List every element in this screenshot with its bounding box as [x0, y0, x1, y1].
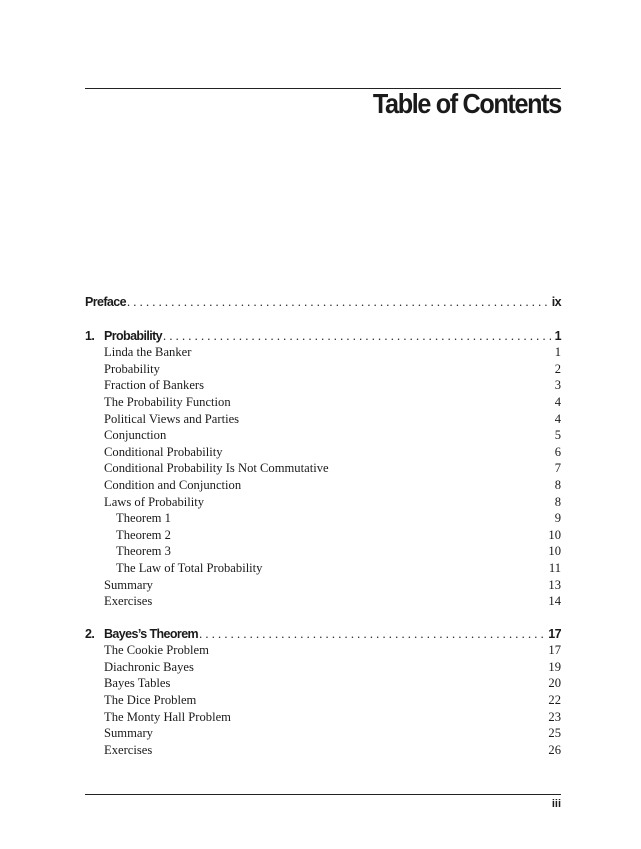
- toc-subsection[interactable]: [85, 543, 561, 560]
- section-label: Diachronic Bayes: [104, 659, 194, 674]
- subsection-label: Theorem 3: [116, 544, 171, 559]
- section-label: Conditional Probability Is Not Commutative: [104, 461, 329, 476]
- toc-subsection[interactable]: [85, 560, 561, 577]
- section-label: Laws of Probability: [104, 494, 205, 509]
- section-page: 5: [554, 428, 561, 443]
- toc-entry-preface[interactable]: [85, 294, 561, 311]
- subsection-page: 11: [548, 560, 561, 575]
- toc-section[interactable]: [85, 577, 561, 594]
- page-number: iii: [551, 798, 561, 810]
- toc-chapter-2[interactable]: [85, 626, 561, 643]
- dot-leader: [163, 328, 551, 345]
- section-label: The Cookie Problem: [104, 643, 209, 658]
- toc-section[interactable]: [85, 361, 561, 378]
- section-page: 1: [554, 345, 561, 360]
- section-page: 7: [554, 461, 561, 476]
- section-label: Fraction of Bankers: [104, 378, 205, 393]
- entry-page: ix: [551, 295, 561, 309]
- entry-label: Preface: [85, 295, 126, 309]
- toc-section[interactable]: [85, 593, 561, 610]
- chapter-number: 1.: [85, 328, 95, 343]
- section-page: 6: [554, 444, 561, 459]
- section-page: 17: [548, 643, 561, 658]
- toc-section[interactable]: [85, 377, 561, 394]
- toc-section[interactable]: [85, 709, 561, 726]
- section-label: Exercises: [104, 742, 153, 757]
- dot-leader: [127, 294, 548, 311]
- section-label: Exercises: [104, 594, 153, 609]
- table-of-contents: [85, 294, 561, 758]
- section-label: Conditional Probability: [104, 444, 223, 459]
- toc-section[interactable]: [85, 411, 561, 428]
- section-page: 19: [548, 659, 561, 674]
- subsection-label: The Law of Total Probability: [116, 560, 263, 575]
- section-label: Condition and Conjunction: [104, 477, 242, 492]
- section-label: Political Views and Parties: [104, 411, 240, 426]
- subsection-page: 9: [554, 511, 561, 526]
- toc-section[interactable]: [85, 742, 561, 759]
- toc-section[interactable]: [85, 642, 561, 659]
- section-label: The Probability Function: [104, 394, 231, 409]
- section-page: 20: [548, 676, 561, 691]
- section-label: Bayes Tables: [104, 676, 171, 691]
- section-page: 25: [548, 726, 561, 741]
- chapter-page: 17: [548, 626, 561, 641]
- toc-subsection[interactable]: [85, 510, 561, 527]
- toc-section[interactable]: [85, 444, 561, 461]
- section-page: 22: [548, 693, 561, 708]
- section-page: 23: [548, 709, 561, 724]
- subsection-page: 10: [548, 527, 561, 542]
- toc-section[interactable]: [85, 692, 561, 709]
- section-label: The Monty Hall Problem: [104, 709, 231, 724]
- chapter-page: 1: [554, 328, 561, 343]
- subsection-label: Theorem 1: [116, 511, 171, 526]
- toc-section[interactable]: [85, 344, 561, 361]
- subsection-label: Theorem 2: [116, 527, 171, 542]
- bottom-rule: [85, 794, 561, 795]
- section-label: Linda the Banker: [104, 345, 192, 360]
- toc-chapter-1[interactable]: [85, 328, 561, 345]
- section-label: Probability: [104, 361, 160, 376]
- section-label: Summary: [104, 577, 153, 592]
- section-page: 26: [548, 742, 561, 757]
- toc-section[interactable]: [85, 725, 561, 742]
- toc-section[interactable]: [85, 675, 561, 692]
- section-label: Conjunction: [104, 428, 167, 443]
- toc-section[interactable]: [85, 460, 561, 477]
- section-label: The Dice Problem: [104, 693, 197, 708]
- toc-section[interactable]: [85, 494, 561, 511]
- section-page: 3: [554, 378, 561, 393]
- toc-section[interactable]: [85, 394, 561, 411]
- section-page: 4: [554, 411, 561, 426]
- section-page: 8: [554, 477, 561, 492]
- section-page: 13: [548, 577, 561, 592]
- chapter-number: 2.: [85, 626, 95, 641]
- section-page: 4: [554, 394, 561, 409]
- page-title: Table of Contents: [373, 88, 561, 119]
- section-label: Summary: [104, 726, 153, 741]
- chapter-title: Bayes’s Theorem: [104, 626, 199, 641]
- toc-section[interactable]: [85, 427, 561, 444]
- toc-subsection[interactable]: [85, 527, 561, 544]
- toc-section[interactable]: [85, 659, 561, 676]
- section-page: 8: [554, 494, 561, 509]
- subsection-page: 10: [548, 544, 561, 559]
- chapter-title: Probability: [104, 328, 162, 343]
- section-page: 14: [548, 594, 561, 609]
- dot-leader: [199, 626, 544, 643]
- section-page: 2: [554, 361, 561, 376]
- toc-section[interactable]: [85, 477, 561, 494]
